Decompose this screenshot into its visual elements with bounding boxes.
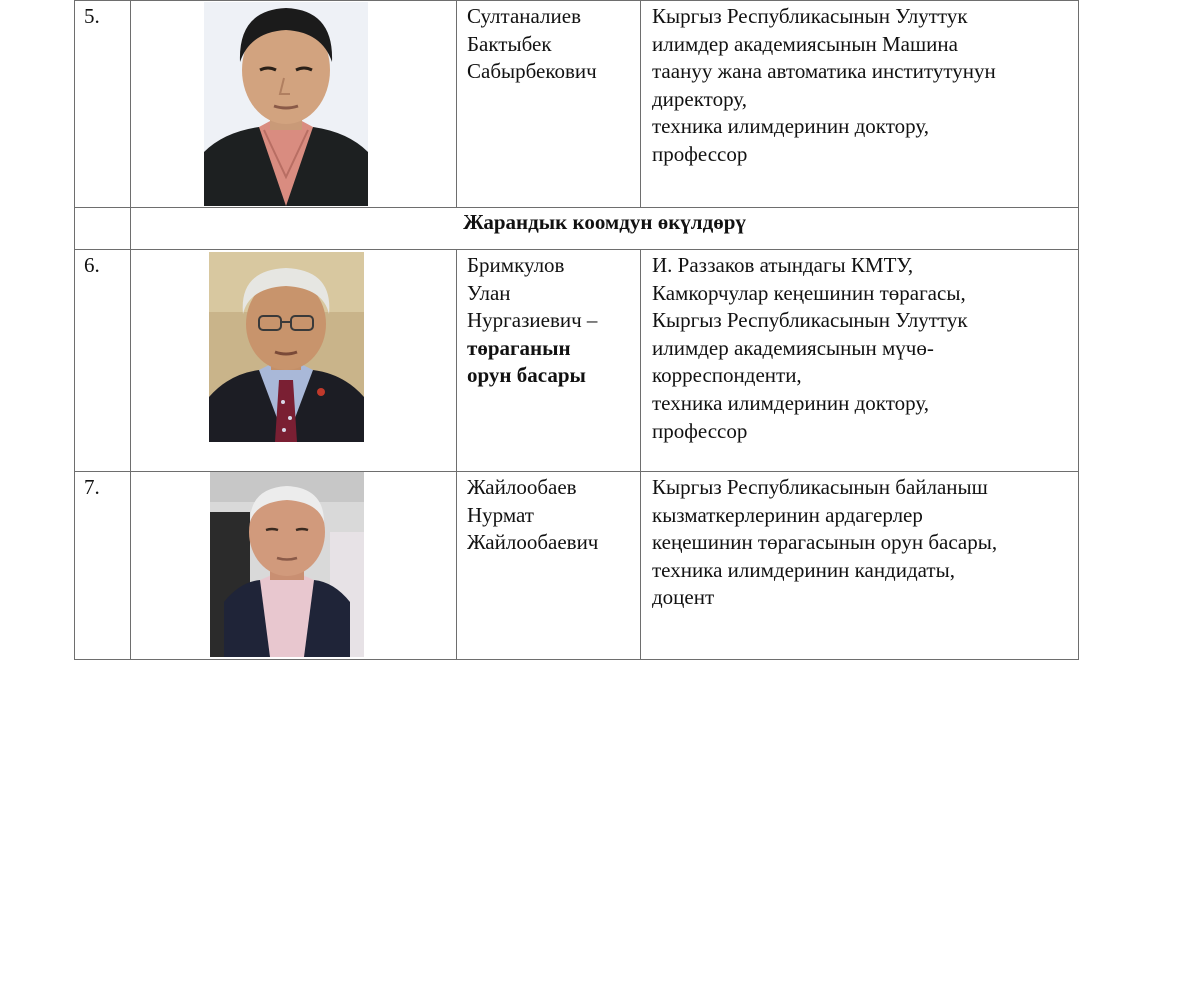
section-empty-cell [75, 208, 131, 250]
row-number: 7. [75, 472, 131, 660]
description-line: илимдер академиясынын Машина [652, 31, 958, 56]
description-line: корреспонденти, [652, 363, 802, 388]
description-line: И. Раззаков атындагы КМТУ, [652, 253, 914, 277]
name-line: Сабырбекович [467, 59, 597, 84]
portrait-photo [209, 252, 364, 442]
section-row [75, 208, 1079, 250]
description-line: илимдер академиясынын мүчө- [652, 335, 934, 360]
description-line: кызматкерлеринин ардагерлер [652, 502, 923, 527]
photo-cell [131, 472, 457, 660]
member-name [457, 1, 641, 208]
name-line: Бримкулов [467, 253, 565, 277]
description-line: директору, [652, 86, 747, 111]
name-line: Бактыбек [467, 31, 552, 56]
row-number: 6. [75, 250, 131, 472]
row-number: 5. [75, 1, 131, 208]
photo-cell [131, 250, 457, 472]
description-line: доцент [652, 585, 715, 610]
members-table [74, 0, 1079, 660]
description-line: техника илимдеринин кандидаты, [652, 557, 955, 582]
member-name [457, 472, 641, 660]
table-row [75, 472, 1079, 660]
description-line: техника илимдеринин доктору, [652, 114, 929, 139]
portrait-photo [210, 472, 364, 657]
description-line: Кыргыз Республикасынын Улуттук [652, 308, 968, 333]
name-line: Улан [467, 280, 511, 305]
description-line: Камкорчулар кеңешинин төрагасы, [652, 280, 966, 305]
name-line: Жайлообаевич [467, 530, 599, 555]
name-line: Нурмат [467, 502, 534, 527]
description-line: техника илимдеринин доктору, [652, 390, 929, 415]
description-line: Кыргыз Республикасынын Улуттук [652, 4, 968, 28]
description-line: Кыргыз Республикасынын байланыш [652, 475, 988, 499]
photo-cell [131, 1, 457, 208]
portrait-photo [204, 2, 368, 206]
name-line: Жайлообаев [467, 475, 577, 499]
description-line: профессор [652, 141, 748, 166]
role-line: төраганын [467, 335, 571, 360]
member-name [457, 250, 641, 472]
name-line: Султаналиев [467, 4, 581, 28]
section-title: Жарандык коомдун өкүлдөрү [131, 208, 1079, 250]
table-row [75, 1, 1079, 208]
table-row [75, 250, 1079, 472]
description-line: таануу жана автоматика институтунун [652, 59, 996, 84]
role-line: орун басары [467, 363, 586, 388]
description-line: профессор [652, 418, 748, 443]
description-line: кеңешинин төрагасынын орун басары, [652, 530, 998, 555]
member-description [641, 250, 1079, 472]
member-description [641, 1, 1079, 208]
member-description [641, 472, 1079, 660]
name-line: Нургазиевич – [467, 308, 598, 333]
